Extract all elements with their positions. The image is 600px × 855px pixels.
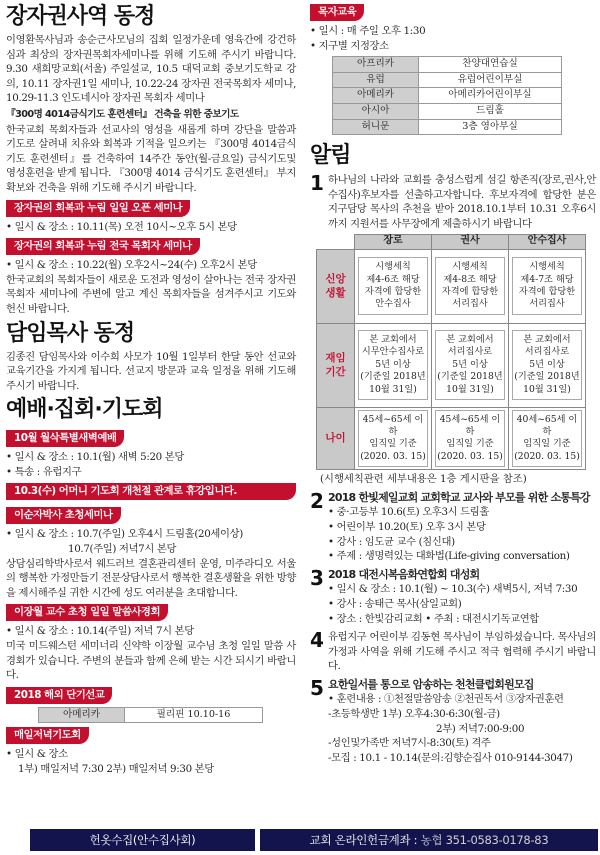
evening-prayer-banner: 매일저녁기도회 bbox=[6, 727, 89, 744]
notice-number: 1 bbox=[310, 171, 324, 196]
notice-2 bbox=[310, 488, 596, 564]
mission-region: 아메리카 bbox=[39, 707, 125, 723]
mission-destination: 필리핀 10.10-16 bbox=[125, 707, 263, 723]
notice-number: 5 bbox=[310, 675, 324, 700]
lee-seminar-text: 상담심리학박사로서 웨드러브 결혼관리센터 운영, 미주라디오 서울의 행복한 가정만들기 전문상담사로서 행복한 결혼생활을 위한 방향을 제시해주실 귀한 시간에 성도 여러분을 초대합니다. bbox=[6, 557, 296, 599]
table-cell bbox=[432, 407, 509, 470]
place-cell: 찬양대연습실 bbox=[419, 57, 562, 73]
notice-2-line: • 주제 : 생명력있는 대화법(Life-giving conversation) bbox=[328, 550, 570, 563]
region-cell: 아메리카 bbox=[333, 88, 419, 104]
cell-text: 40세~65세 이하 임직일 기준 (2020. 03. 15) bbox=[512, 410, 582, 468]
table-note: (시행세칙관련 세부내용은 1층 게시판을 참조) bbox=[320, 473, 527, 486]
table-cell bbox=[355, 407, 432, 470]
right-column bbox=[310, 0, 596, 765]
table-cell bbox=[432, 323, 509, 407]
table-row bbox=[317, 323, 586, 407]
table-row bbox=[333, 72, 562, 88]
lee-seminar-info-2: 10.7(주일) 저녁7시 본당 bbox=[68, 543, 177, 556]
cell-text: 45세~65세 이하 임직일 기준 (2020. 03. 15) bbox=[358, 410, 428, 468]
row-header: 신앙 생활 bbox=[317, 249, 355, 323]
table-cell bbox=[432, 249, 509, 323]
shepherd-education-time: • 일시 : 매 주일 오후 1:30 bbox=[310, 25, 426, 37]
table-cell bbox=[355, 323, 432, 407]
notice-5-line: -모집 : 10.1 - 10.14(문의:김향순집사 010-9144-3047) bbox=[328, 751, 573, 764]
dawn-worship-special: • 특송 : 유럽지구 bbox=[6, 465, 82, 478]
bible-conference-text: 미국 미드웨스턴 세미너리 신약학 이장월 교수님 초청 일일 말씀 사경회가 있습니다. 주변의 분들과 함께 은혜 받는 시간 되시기 바랍니다. bbox=[6, 640, 296, 682]
table-row bbox=[333, 57, 562, 73]
dawn-worship-info: • 일시 & 장소 : 10.1(월) 새벽 5:20 본당 bbox=[6, 451, 184, 464]
lee-seminar-banner: 이순자박사 초청세미나 bbox=[6, 507, 121, 524]
col-elder: 장로 bbox=[355, 234, 432, 249]
notice-2-title: 2018 한빛제일교회 교회학교 교사와 부모를 위한 소통특강 bbox=[328, 490, 590, 504]
notice-2-line: • 어린이부 10.20(토) 오후 3시 본당 bbox=[328, 520, 486, 533]
notice-number: 4 bbox=[310, 628, 324, 653]
notice-3-title: 2018 대전시복음화연합회 대성회 bbox=[328, 567, 480, 581]
table-row bbox=[333, 103, 562, 119]
notice-4 bbox=[310, 630, 596, 674]
section-title-notices: 알림 bbox=[310, 143, 351, 169]
notice-1 bbox=[310, 173, 596, 231]
notice-5-line: 2부) 저녁7:00-9:00 bbox=[436, 722, 525, 735]
cell-text: 시행세칙 제4-6조 해당 자격에 합당한 안수집사 bbox=[358, 257, 428, 315]
account-label: 교회 온라인헌금계좌 : bbox=[309, 833, 418, 847]
row-header: 재임 기간 bbox=[317, 323, 355, 407]
notice-4-text: 유럽지구 어린이부 김동현 목사님이 부임하셨습니다. 목사님의 가정과 사역을 위해 기도해 주시고 적극 협력해 주시기 바랍니다. bbox=[328, 631, 596, 673]
row-header: 나이 bbox=[317, 407, 355, 470]
table-header-row bbox=[317, 234, 586, 249]
schedule-table bbox=[332, 56, 562, 135]
cell-text: 시행세칙 제4-7조 해당 자격에 합당한 서리집사 bbox=[512, 257, 582, 315]
account-number: 농협 351-0583-0178-83 bbox=[420, 833, 549, 847]
prayer-center-subtitle: 『300명 4014금식기도 훈련센터』 건축을 위한 중보기도 bbox=[6, 108, 239, 120]
lee-seminar-info: • 일시 & 장소 : 10.7(주일) 오후4시 드림홀(20세이상) bbox=[6, 528, 243, 541]
place-cell: 3층 영아부실 bbox=[419, 119, 562, 135]
table-row bbox=[317, 407, 586, 470]
notice-2-line: • 강사 : 임도균 교수 (침신대) bbox=[328, 535, 455, 548]
qualification-table bbox=[316, 234, 586, 471]
ministry-schedule-text: 이영환목사님과 송순근사모님의 집회 일정가운데 영육간에 강건하심과 최상의 장자권목회자세미나를 위해 기도해 주시기 바랍니다. 9.30 새희망교회(서울) 주일설교, 10.5 대덕교회 중보기도학교 강의, 10.11 장자권1일 세미나, 10.22-24 장자권 전국목회자 세미나, 10.29-11.3 인도네시아 장자권 목회자 세미나 bbox=[6, 34, 296, 105]
dawn-worship-banner: 10월 월삭특별새벽예배 bbox=[6, 430, 124, 447]
table-cell bbox=[509, 249, 586, 323]
cell-text: 본 교회에서 시무안수집사로 5년 이상 (기준일 2018년 10월 31일) bbox=[358, 330, 428, 400]
table-cell bbox=[509, 407, 586, 470]
pastor-seminar-text: 한국교회의 목회자들이 새로운 도전과 영성이 살아나는 전국 장자권목회자 세미나에 주변에 알고 계신 목회자들을 섬겨주시고 기도와 헌신 바랍니다. bbox=[6, 273, 296, 315]
region-cell: 아프리카 bbox=[333, 57, 419, 73]
mission-table bbox=[38, 707, 263, 724]
pastor-seminar-banner: 장자권의 회복과 누림 전국 목회자 세미나 bbox=[6, 238, 200, 255]
notice-2-line: • 중·고등부 10.6(토) 오후3시 드림홀 bbox=[328, 506, 489, 519]
table-row bbox=[39, 707, 263, 723]
notice-3-line: • 강사 : 송태근 목사(삼일교회) bbox=[328, 597, 462, 610]
evening-prayer-times: 1부) 매일저녁 7:30 2부) 매일저녁 9:30 본당 bbox=[18, 763, 214, 775]
cell-text: 본 교회에서 서리집사로 5년 이상 (기준일 2018년 10월 31일) bbox=[512, 330, 582, 400]
section-title-worship: 예배·집회·기도회 bbox=[6, 397, 163, 423]
table-row bbox=[317, 249, 586, 323]
bible-conference-banner: 이장월 교수 초청 일일 말씀사경회 bbox=[6, 604, 168, 621]
notice-number: 3 bbox=[310, 565, 324, 590]
section-title-senior-pastor: 담임목사 동정 bbox=[6, 320, 135, 346]
col-kwonsa: 권사 bbox=[432, 234, 509, 249]
notice-3-line: • 장소 : 한빛감리교회 • 주최 : 대전시기독교연합 bbox=[328, 612, 539, 625]
notice-5-line: -성인및가족반 저녁7시-8:30(토) 격주 bbox=[328, 737, 491, 750]
table-cell bbox=[355, 249, 432, 323]
notice-5-title: 요한일서를 통으로 암송하는 천천클럽회원모집 bbox=[328, 677, 534, 691]
shepherd-education-banner: 목자교육 bbox=[310, 4, 364, 21]
table-row bbox=[333, 119, 562, 135]
region-cell: 아시아 bbox=[333, 103, 419, 119]
mothers-prayer-banner: 10.3(수) 어머니 기도회 개천절 관계로 휴강입니다. bbox=[6, 483, 296, 500]
place-cell: 유럽어린이부실 bbox=[419, 72, 562, 88]
notice-3-line: • 일시 & 장소 : 10.1(월) ~ 10.3(수) 새벽5시, 저녁 7:30 bbox=[328, 583, 578, 596]
cell-text: 시행세칙 제4-8조 해당 자격에 합당한 서리집사 bbox=[435, 257, 505, 315]
left-column bbox=[6, 0, 296, 777]
footer-clothes-collection: 헌옷수집(안수집사회) bbox=[30, 829, 255, 851]
notice-3 bbox=[310, 565, 596, 626]
col-deacon: 안수집사 bbox=[509, 234, 586, 249]
senior-pastor-text: 김종진 담임목사와 이수희 사모가 10월 1일부터 한달 동안 선교와 교육기간을 가지게 됩니다. 선교지 방문과 교육 일정을 위해 기도해 주시기 바랍니다. bbox=[6, 350, 296, 392]
region-cell: 허니문 bbox=[333, 119, 419, 135]
open-seminar-info: • 일시 & 장소 : 10.11(목) 오전 10시~오후 5시 본당 bbox=[6, 220, 237, 233]
notice-number: 2 bbox=[310, 488, 324, 513]
region-cell: 유럽 bbox=[333, 72, 419, 88]
notice-5-line: -초등학생반 1부) 오후4:30-6:30(월-금) bbox=[328, 708, 500, 721]
table-cell bbox=[509, 323, 586, 407]
place-cell: 드림홀 bbox=[419, 103, 562, 119]
notice-5 bbox=[310, 675, 596, 766]
section-title-ministry: 장자권사역 동정 bbox=[6, 4, 155, 29]
place-cell: 아메리카어린이부실 bbox=[419, 88, 562, 104]
shepherd-education-place: • 지구별 지정장소 bbox=[310, 39, 389, 52]
bible-conference-info: • 일시 & 장소 : 10.14(주일) 저녁 7시 본당 bbox=[6, 625, 194, 638]
open-seminar-banner: 장자권의 회복과 누림 일일 오픈 세미나 bbox=[6, 200, 190, 217]
cell-text: 45세~65세 이하 임직일 기준 (2020. 03. 15) bbox=[435, 410, 505, 468]
evening-prayer-info: • 일시 & 장소 bbox=[6, 748, 68, 761]
footer-offering-account bbox=[260, 829, 598, 851]
pastor-seminar-info: • 일시 & 장소 : 10.22(월) 오후2시~24(수) 오후2시 본당 bbox=[6, 259, 257, 272]
cell-text: 본 교회에서 서리집사로 5년 이상 (기준일 2018년 10월 31일) bbox=[435, 330, 505, 400]
short-term-mission-banner: 2018 해외 단기선교 bbox=[6, 687, 112, 704]
notice-1-text: 하나님의 나라와 교회를 충성스럽게 섬길 항존직(장로,권사,안수집사)후보자를 선출하고자합니다. 후보자격에 합당한 분은 지구담당 목사의 추천을 받아 2018.10.1부터 10.31 오후6시까지 지원서를 사무장에게 제출하시기 바랍니다 bbox=[328, 174, 596, 230]
prayer-center-text: 한국교회 목회자들과 선교사의 영성을 새롭게 하며 강단을 말씀과 기도로 살려내 치유와 회복과 기적을 일으키는 『300명 4014금식기도 훈련센터』를 건축하여 14주간 동안(월-금요일) 금식기도및 영성훈련을 받게 됩니다. 『300명 4014 금식기도 훈련센터』 부지확보와 건축을 위해 기도해 주시기 바랍니다. bbox=[6, 123, 296, 194]
table-row bbox=[333, 88, 562, 104]
notice-5-line: • 훈련내용 : ①천절말씀암송 ②천권독서 ③장자권훈련 bbox=[328, 693, 564, 706]
